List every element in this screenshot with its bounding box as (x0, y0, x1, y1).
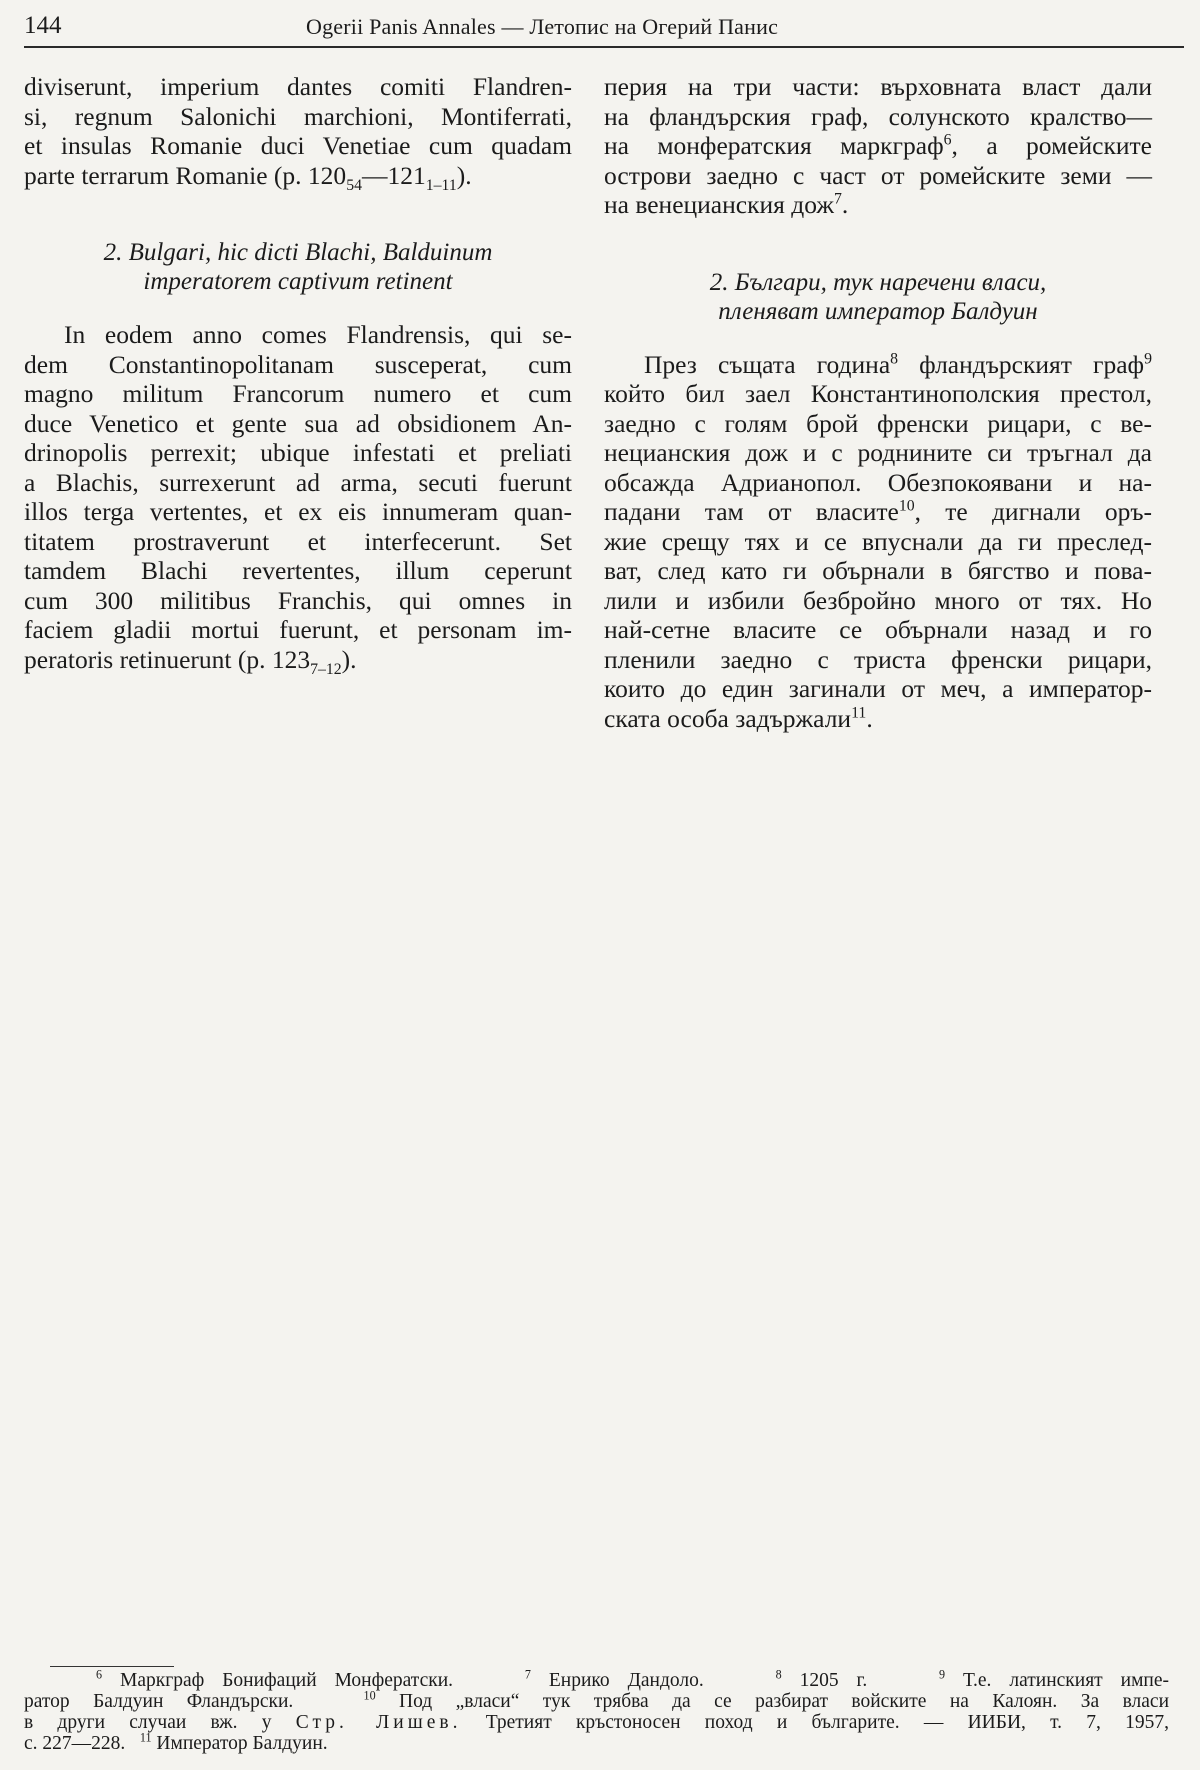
text-line: In eodem anno comes Flandrensis, qui se- (64, 320, 572, 349)
text-line (604, 350, 1152, 380)
footnote-text: Енрико Дандоло. (530, 1670, 704, 1691)
text-line: обсажда Адрианопол. Обезпокоявани и на- (604, 467, 1152, 497)
text-line (604, 704, 1152, 734)
footnote-text: Т.е. латинският импе- (945, 1670, 1169, 1691)
text-line (24, 644, 572, 678)
page-number: 144 (24, 12, 62, 39)
text-line: duce Venetico et gente sua ad obsidionem An- (24, 408, 572, 438)
text-fragment: , а ромейските (951, 131, 1152, 160)
page-ref-subscript: 7–12 (310, 660, 342, 678)
footnote-text: 1205 г. (781, 1670, 868, 1691)
text-line: на фландърския граф, солунското кралство— (604, 101, 1152, 131)
footnote-line (24, 1712, 1169, 1733)
latin-paragraph-2 (24, 320, 572, 678)
heading-line: 2. Българи, тук наречени власи, (709, 268, 1047, 296)
heading-line: пленяват император Балдуин (718, 297, 1038, 325)
text-line: faciem gladii mortui fuerunt, et personam im- (24, 615, 572, 644)
text-line: et insulas Romanie duci Venetiae cum quadam (24, 131, 572, 160)
footnote-marker: 8 (890, 350, 899, 367)
text-fragment: на венецианския дож (604, 190, 834, 219)
footnote-number: 8 (775, 1667, 782, 1682)
text-line: si, regnum Salonichi marchioni, Montiferrati, (24, 101, 572, 131)
footnote-rule (50, 1666, 174, 1667)
text-line: illos terga vertentes, et ex eis innumeram quan- (24, 497, 572, 526)
text-line: titatem prostraverunt et interfecerunt. Set (24, 526, 572, 556)
text-fragment: . (841, 190, 849, 219)
footnote-number: 11 (139, 1730, 152, 1745)
text-fragment: фландърският граф (898, 349, 1145, 379)
footnote-number: 9 (939, 1667, 946, 1682)
text-line: magno militum Francorum numero et cum (24, 379, 572, 408)
footnote-line (24, 1730, 1169, 1754)
text-fragment: parte terrarum Romanie (p. 120 (24, 160, 347, 190)
text-line: нецианския дож и с роднините си тръгнал да (604, 438, 1152, 467)
text-line: перия на три части: върховната власт дали (604, 72, 1152, 101)
footnote-number: 10 (363, 1688, 376, 1703)
footnote-author: Стр. Лишев. (295, 1712, 462, 1733)
footnote-text: Третият кръстоносен поход и българите. — ИИБИ, т. 7, 1957, (461, 1712, 1169, 1733)
footnote-text: Император Балдуин. (151, 1733, 328, 1754)
text-fragment: През същата година (644, 349, 891, 379)
text-fragment: ). (341, 644, 357, 674)
text-fragment: , те дигнали оръ- (914, 497, 1152, 526)
text-fragment: —121 (361, 160, 426, 190)
page-ref-subscript: 54 (346, 176, 362, 194)
text-line: diviserunt, imperium dantes comiti Flandren- (24, 72, 572, 101)
text-line: жие срещу тях и се впуснали да ги преслед- (604, 526, 1152, 556)
text-line: cum 300 militibus Franchis, qui omnes in (24, 585, 572, 615)
footnote-text: ратор Балдуин Фландърски. (24, 1691, 294, 1712)
text-line: острови заедно с част от ромейските земи — (604, 160, 1152, 190)
footnote-line (24, 1688, 1170, 1712)
heading-line: imperatorem captivum retinent (143, 268, 453, 295)
footnote-text: Под „власи“ тук трябва да се разбират войските на Калоян. За власи (375, 1691, 1170, 1712)
text-line: лили и избили безбройно много от тях. Но (604, 585, 1152, 615)
text-fragment: на монфератския маркграф (604, 131, 944, 160)
footnotes (24, 1667, 1170, 1754)
text-line: a Blachis, surrexerunt ad arma, secuti fuerunt (24, 467, 572, 497)
footnote-marker: 9 (1144, 350, 1152, 367)
text-fragment: ). (456, 160, 472, 190)
bulgarian-column (604, 72, 1152, 733)
text-line (604, 497, 1152, 527)
text-line: които до един загинали от меч, а император- (604, 674, 1152, 703)
footnote-marker: 6 (943, 131, 952, 149)
text-line (24, 160, 572, 194)
text-line (604, 131, 1152, 161)
text-line: dem Constantinopolitanam susceperat, cum (24, 349, 572, 379)
page-header (24, 6, 1184, 48)
text-line: ват, след като ги обърнали в бягство и пова- (604, 556, 1152, 585)
footnote-text: с. 227—228. (24, 1733, 126, 1754)
text-line: който бил заел Константинополския престол, (604, 379, 1152, 408)
text-fragment: падани там от власите (604, 497, 899, 526)
footnote-line (24, 1667, 1169, 1691)
latin-section-heading (24, 238, 572, 296)
text-line: заедно с голям брой френски рицари, с ве- (604, 408, 1152, 438)
footnote-text: в други случаи вж. у (24, 1712, 296, 1733)
text-line: най-сетне власите се обърнали назад и го (604, 615, 1152, 644)
text-fragment: peratoris retinuerunt (p. 123 (24, 644, 311, 674)
heading-line: 2. Bulgari, hic dicti Blachi, Balduinum (103, 239, 493, 266)
bulgarian-paragraph-1 (604, 72, 1152, 220)
footnote-marker: 7 (833, 190, 842, 208)
footnote-marker: 11 (851, 704, 867, 721)
text-fragment: . (866, 703, 873, 733)
latin-column (24, 72, 572, 678)
text-line: tamdem Blachi revertentes, illum ceperunt (24, 556, 572, 585)
footnote-number: 7 (524, 1667, 531, 1682)
page-ref-subscript: 1–11 (425, 176, 457, 194)
latin-paragraph-1 (24, 72, 572, 194)
bulgarian-section-heading (604, 268, 1152, 326)
text-line: пленили заедно с триста френски рицари, (604, 644, 1152, 674)
footnote-number: 6 (96, 1667, 103, 1682)
footnote-marker: 10 (898, 497, 915, 515)
text-line: drinopolis perrexit; ubique infestati et preliati (24, 438, 572, 467)
running-title: Ogerii Panis Annales — Летопис на Огерий Панис (306, 14, 779, 39)
bulgarian-paragraph-2 (604, 350, 1152, 734)
text-line (604, 190, 1152, 220)
footnote-text: Маркграф Бонифаций Монфератски. (102, 1670, 454, 1691)
text-fragment: ската особа задържали (604, 703, 852, 733)
